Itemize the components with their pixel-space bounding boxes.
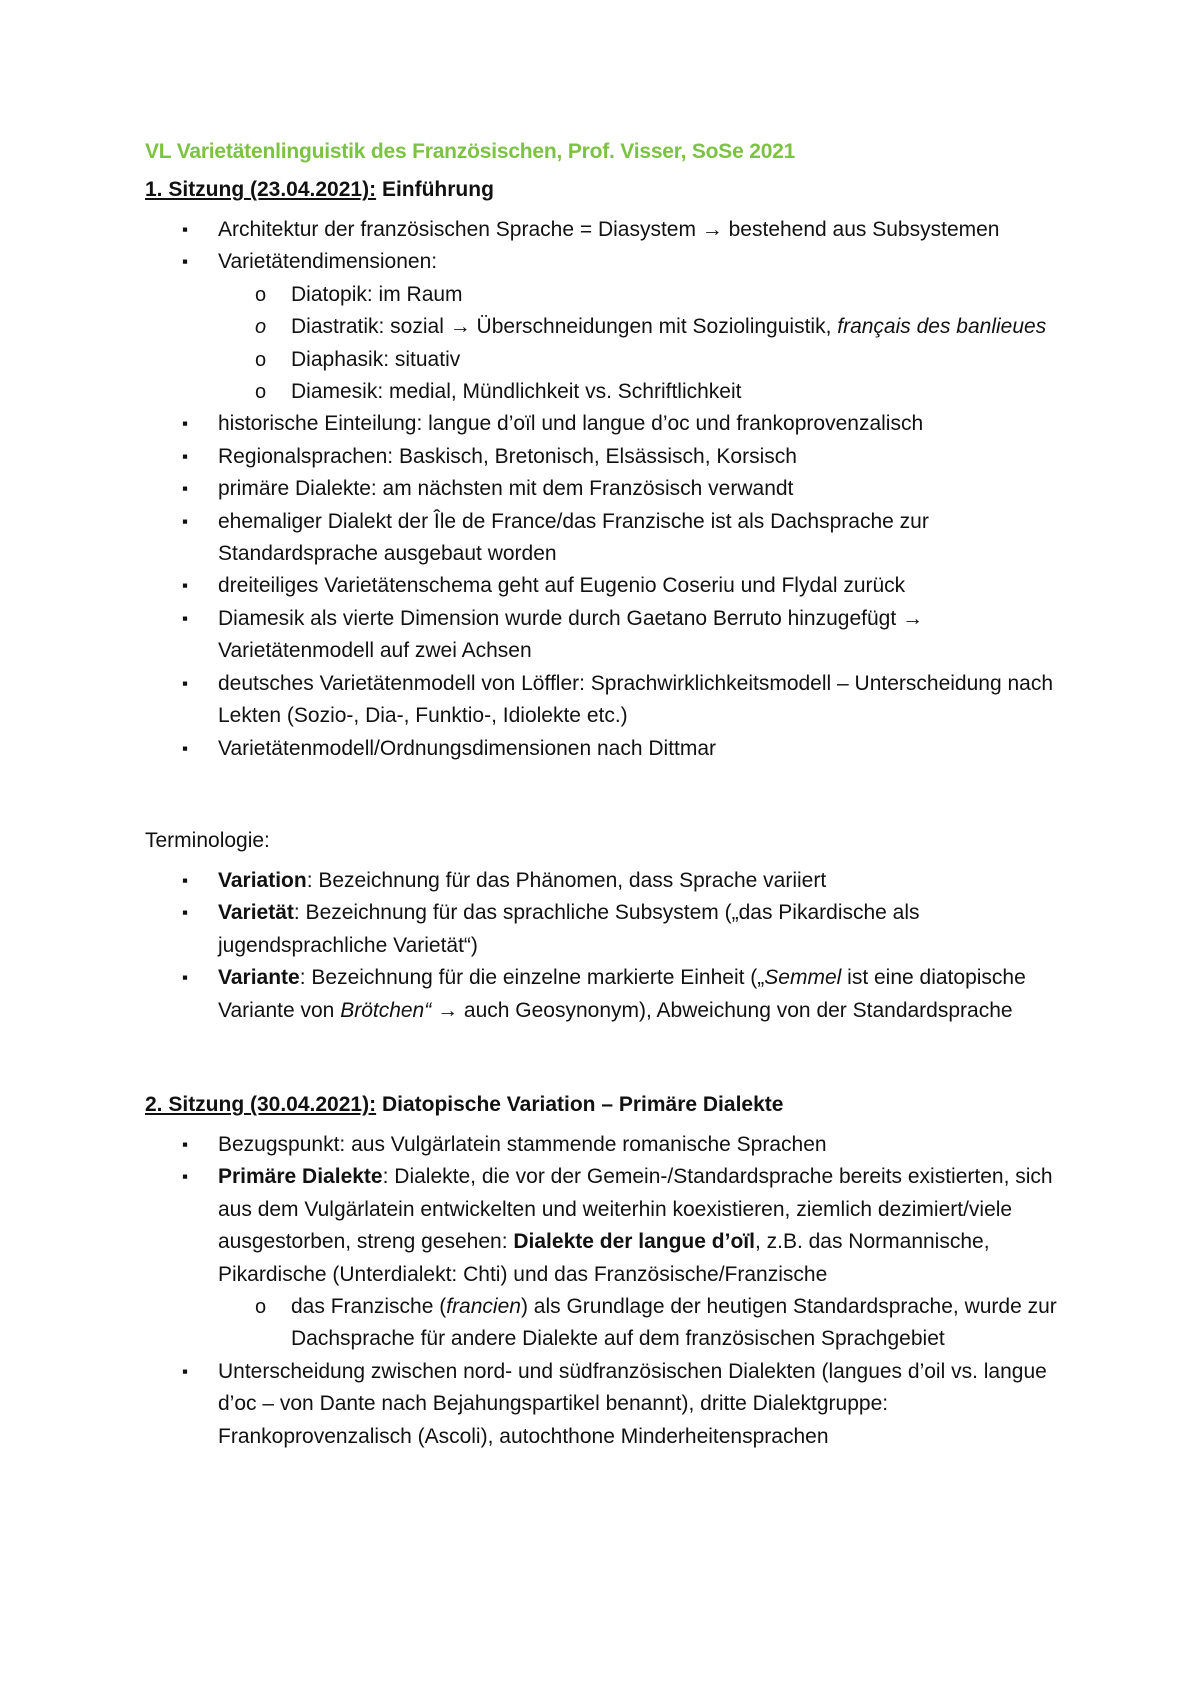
session-2-heading [145,1093,1065,1117]
term-example: Semmel [764,966,842,990]
term-definition: ist eine diatopische Variante von [218,966,1026,1022]
document-page [145,140,1065,1453]
list-item-text: Varietätendimensionen: [218,250,438,274]
sublist-text: das Franzische ( [291,1294,447,1318]
list-item: ▪ dreiteiliges Varietätenschema geht auf Eugenio Coseriu und Flydal zurück [145,570,1065,602]
list-item: ▪ historische Einteilung: langue d’oïl und langue d’oc und frankoprovenzalisch [145,408,1065,440]
list-item: ▪ Regionalsprachen: Baskisch, Bretonisch, Elsässisch, Korsisch [145,441,1065,473]
terminology-list [145,865,1065,1027]
term-variante: Variante [218,966,300,990]
sublist-item [218,1291,1065,1356]
session-1-list [145,214,1065,765]
sublist-item [218,311,1065,343]
session-2-date: 2. Sitzung (30.04.2021): [145,1092,377,1116]
list-item-text: : Dialekte, die vor der Gemein-/Standardsprache bereits existierten, sich aus dem Vulgärlatein entwickelten und weiterhin koexistieren, ziemlich dezimiert/viele ausgestorben, streng gesehen: [218,1165,1053,1254]
list-item [145,1161,1065,1355]
list-item-bold: Dialekte der langue d’oïl [513,1230,755,1254]
list-item-text: , z.B. das Normannische, Pikardische (Unterdialekt: Chti) und das Französische/Franzische [218,1230,990,1286]
list-item: ▪ ehemaliger Dialekt der Île de France/das Franzische ist als Dachsprache zur Standardsprache ausgebaut worden [145,506,1065,571]
session-1-heading [145,178,1065,202]
list-item [145,865,1065,897]
sublist-item: o Diatopik: im Raum [218,279,1065,311]
list-item: ▪ Architektur der französischen Sprache = Diasystem → bestehend aus Subsystemen [145,214,1065,246]
terminology-heading: Terminologie: [145,828,270,852]
sublist-text: Diastratik: sozial → Überschneidungen mit Soziolinguistik, [291,315,838,339]
list-item: ▪ primäre Dialekte: am nächsten mit dem Französisch verwandt [145,473,1065,505]
sublist-item: o Diamesik: medial, Mündlichkeit vs. Schriftlichkeit [218,376,1065,408]
list-item [145,962,1065,1027]
term-variation: Variation [218,868,307,892]
list-item: ▪ deutsches Varietätenmodell von Löffler: Sprachwirklichkeitsmodell – Unterscheidung nach Lekten (Sozio-, Dia-, Funktio-, Idiolekte etc.) [145,668,1065,733]
franzische-sublist [218,1291,1065,1356]
sublist-italic: français des banlieues [837,315,1047,339]
sublist-text: ) als Grundlage der heutigen Standardsprache, wurde zur Dachsprache für andere Dialekte auf dem französischen Sprachgebiet [291,1294,1057,1351]
term-definition: → auch Geosynonym), Abweichung von der Standardsprache [431,998,1013,1022]
list-item: ▪ Varietätenmodell/Ordnungsdimensionen nach Dittmar [145,733,1065,765]
term-definition: : Bezeichnung für die einzelne markierte Einheit („ [299,966,765,990]
term-primaere-dialekte: Primäre Dialekte [218,1165,383,1189]
term-example: Brötchen“ [340,998,432,1022]
term-definition: : Bezeichnung für das Phänomen, dass Sprache variiert [306,868,827,892]
list-item: ▪ Unterscheidung zwischen nord- und südfranzösischen Dialekten (langues d’oil vs. langue d’oc – von Dante nach Bejahungspartikel benannt), dritte Dialektgruppe: Frankoprovenzalisch (Ascoli), autochthone Minderheitensprachen [145,1356,1065,1453]
list-item: ▪ Bezugspunkt: aus Vulgärlatein stammende romanische Sprachen [145,1129,1065,1161]
sublist-item: o Diaphasik: situativ [218,344,1065,376]
sublist-italic: francien [446,1294,521,1318]
document-title: VL Varietätenlinguistik des Französischen, Prof. Visser, SoSe 2021 [145,140,796,163]
session-1-date: 1. Sitzung (23.04.2021): [145,178,377,201]
session-2-topic: Diatopische Variation – Primäre Dialekte [381,1092,784,1116]
list-item [145,246,1065,408]
list-item [145,897,1065,962]
session-1-topic: Einführung [381,178,494,201]
dimension-sublist [218,279,1065,409]
term-definition: : Bezeichnung für das sprachliche Subsystem („das Pikardische als jugendsprachliche Varietät“) [218,901,920,957]
list-item: ▪ Diamesik als vierte Dimension wurde durch Gaetano Berruto hinzugefügt → Varietätenmodell auf zwei Achsen [145,603,1065,668]
session-2-list [145,1129,1065,1453]
term-varietaet: Varietät [218,901,294,925]
